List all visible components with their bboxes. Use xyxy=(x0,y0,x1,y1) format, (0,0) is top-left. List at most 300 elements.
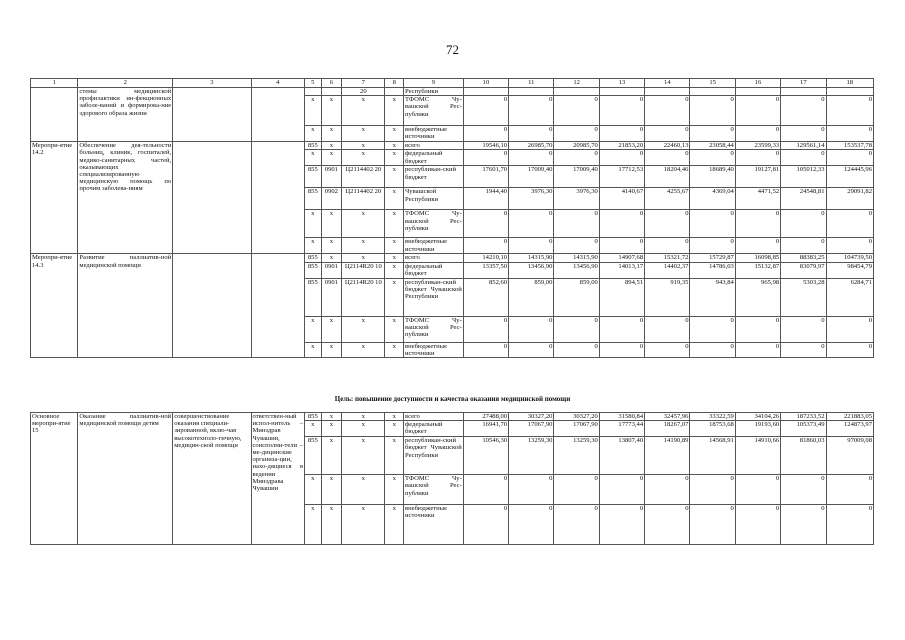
value-cell: 17712,53 xyxy=(599,166,644,188)
cell-c9: республикан-ский бюджет Чувашской Республики xyxy=(404,437,464,475)
cell-c5 xyxy=(305,88,321,96)
value-cell: 187233,52 xyxy=(781,413,826,421)
column-number: 17 xyxy=(781,79,826,88)
cell-c6: 0902 xyxy=(321,188,342,210)
value-cell: 29091,82 xyxy=(826,188,873,210)
value-cell: 23599,33 xyxy=(735,142,780,150)
cell-c5: 855 xyxy=(305,278,321,316)
cell-c8 xyxy=(385,88,404,96)
value-cell: 15729,87 xyxy=(690,254,735,262)
value-cell: 33322,59 xyxy=(690,413,735,421)
value-cell: 34104,26 xyxy=(735,413,780,421)
cell-c5: x xyxy=(305,210,321,238)
value-cell: 5303,28 xyxy=(781,278,826,316)
value-cell: 0 xyxy=(509,505,554,545)
value-cell: 859,00 xyxy=(554,278,599,316)
value-cell: 0 xyxy=(826,505,873,545)
value-cell: 13259,30 xyxy=(554,437,599,475)
value-cell: 0 xyxy=(645,475,690,505)
value-cell: 0 xyxy=(463,96,508,126)
cell-c7: x xyxy=(342,142,385,150)
value-cell: 0 xyxy=(826,475,873,505)
cell-c7: x xyxy=(342,96,385,126)
executor-cell xyxy=(251,254,305,358)
value-cell: 0 xyxy=(826,316,873,342)
cell-c6 xyxy=(321,88,342,96)
cell-c9: внебюджетные источники xyxy=(404,505,464,545)
column-number: 7 xyxy=(342,79,385,88)
table-row xyxy=(31,254,874,262)
table-row xyxy=(31,413,874,421)
value-cell: 0 xyxy=(463,342,508,357)
cell-c9: федеральный бюджет xyxy=(404,150,464,166)
value-cell: 0 xyxy=(735,238,780,254)
value-cell: 0 xyxy=(645,210,690,238)
value-cell: 153537,78 xyxy=(826,142,873,150)
value-cell: 0 xyxy=(690,475,735,505)
value-cell: 852,60 xyxy=(463,278,508,316)
value-cell: 124445,96 xyxy=(826,166,873,188)
value-cell: 18267,07 xyxy=(645,421,690,437)
value-cell: 17067,90 xyxy=(509,421,554,437)
cell-c9: республикан-ский бюджет xyxy=(404,166,464,188)
value-cell: 0 xyxy=(735,96,780,126)
value-cell: 0 xyxy=(826,210,873,238)
value-cell: 31580,84 xyxy=(599,413,644,421)
executor-cell xyxy=(251,142,305,254)
value-cell: 0 xyxy=(781,505,826,545)
value-cell: 88383,25 xyxy=(781,254,826,262)
cell-c6: 0901 xyxy=(321,262,342,278)
cell-c6: x xyxy=(321,475,342,505)
cell-c8: x xyxy=(385,96,404,126)
value-cell: 124873,97 xyxy=(826,421,873,437)
cell-c9: федеральный бюджет xyxy=(404,262,464,278)
value-cell: 0 xyxy=(463,210,508,238)
column-number: 5 xyxy=(305,79,321,88)
value-cell: 0 xyxy=(509,126,554,142)
column-number: 4 xyxy=(251,79,305,88)
table-row xyxy=(31,88,874,96)
cell-c5: 855 xyxy=(305,166,321,188)
value-cell: 6284,71 xyxy=(826,278,873,316)
cell-c7: Ц2114R20 10 xyxy=(342,262,385,278)
cell-c9: ТФОМС Чу-вашской Рес-публики xyxy=(404,96,464,126)
value-cell: 0 xyxy=(645,316,690,342)
cell-c5: 855 xyxy=(305,262,321,278)
value-cell: 16941,70 xyxy=(463,421,508,437)
value-cell: 0 xyxy=(735,210,780,238)
executor-cell xyxy=(251,88,305,142)
cell-c5: x xyxy=(305,238,321,254)
cell-c8: x xyxy=(385,278,404,316)
value-cell xyxy=(735,88,780,96)
value-cell: 0 xyxy=(735,126,780,142)
value-cell: 0 xyxy=(599,96,644,126)
cell-c7: x xyxy=(342,316,385,342)
value-cell: 4140,67 xyxy=(599,188,644,210)
cell-c6: 0901 xyxy=(321,278,342,316)
value-cell: 0 xyxy=(735,316,780,342)
value-cell: 81860,03 xyxy=(781,437,826,475)
value-cell: 17067,90 xyxy=(554,421,599,437)
cell-c5: 855 xyxy=(305,188,321,210)
value-cell: 0 xyxy=(463,126,508,142)
cell-c6: x xyxy=(321,505,342,545)
cell-c6: x xyxy=(321,437,342,475)
cell-c9: Чувашской Республики xyxy=(404,188,464,210)
value-cell: 0 xyxy=(599,150,644,166)
cell-c7: Ц2114402 20 xyxy=(342,188,385,210)
value-cell: 943,84 xyxy=(690,278,735,316)
cell-c9: ТФОМС Чу-вашской Рес-публики xyxy=(404,316,464,342)
value-cell: 221883,05 xyxy=(826,413,873,421)
value-cell: 0 xyxy=(690,342,735,357)
value-cell: 17009,40 xyxy=(509,166,554,188)
cell-c7: x xyxy=(342,210,385,238)
cell-c8: x xyxy=(385,342,404,357)
value-cell: 0 xyxy=(554,238,599,254)
value-cell: 0 xyxy=(781,475,826,505)
value-cell: 0 xyxy=(554,475,599,505)
value-cell: 0 xyxy=(463,238,508,254)
value-cell: 0 xyxy=(781,342,826,357)
cell-c9: ТФОМС Чу-вашской Рес-публики xyxy=(404,210,464,238)
value-cell: 22460,13 xyxy=(645,142,690,150)
value-cell: 0 xyxy=(463,316,508,342)
value-cell: 0 xyxy=(554,316,599,342)
cell-c6: x xyxy=(321,142,342,150)
cell-c6: 0901 xyxy=(321,166,342,188)
value-cell: 0 xyxy=(599,316,644,342)
value-cell: 17601,70 xyxy=(463,166,508,188)
goal-cell: совершенствование оказания специали-зированной, вклю-чая высокотехноло-гичную, медицин-ской помощи xyxy=(173,413,251,545)
value-cell: 23058,44 xyxy=(690,142,735,150)
cell-c7: x xyxy=(342,475,385,505)
cell-c5: 855 xyxy=(305,142,321,150)
value-cell xyxy=(645,88,690,96)
value-cell: 965,98 xyxy=(735,278,780,316)
activity-name-cell: Меропри-ятие 14.2 xyxy=(31,142,78,254)
cell-c9: внебюджетные источники xyxy=(404,126,464,142)
cell-c7: 20 xyxy=(342,88,385,96)
value-cell: 30327,20 xyxy=(554,413,599,421)
value-cell: 19127,81 xyxy=(735,166,780,188)
value-cell: 0 xyxy=(826,96,873,126)
value-cell: 0 xyxy=(599,342,644,357)
cell-c9: внебюджетные источники xyxy=(404,342,464,357)
value-cell: 0 xyxy=(826,126,873,142)
value-cell: 0 xyxy=(509,342,554,357)
value-cell: 0 xyxy=(826,238,873,254)
value-cell: 0 xyxy=(781,238,826,254)
cell-c6: x xyxy=(321,150,342,166)
cell-c8: x xyxy=(385,437,404,475)
value-cell: 0 xyxy=(735,150,780,166)
value-cell: 18204,46 xyxy=(645,166,690,188)
value-cell: 19546,10 xyxy=(463,142,508,150)
cell-c9: федеральный бюджет xyxy=(404,421,464,437)
value-cell: 0 xyxy=(599,210,644,238)
cell-c9: ТФОМС Чу-вашской Рес-публики xyxy=(404,475,464,505)
value-cell xyxy=(509,88,554,96)
cell-c7: x xyxy=(342,126,385,142)
cell-c7: Ц2114402 20 xyxy=(342,166,385,188)
cell-c7: x xyxy=(342,342,385,357)
activity-name-cell xyxy=(31,88,78,142)
value-cell: 97009,08 xyxy=(826,437,873,475)
value-cell: 3976,30 xyxy=(554,188,599,210)
column-number: 3 xyxy=(173,79,251,88)
column-number: 14 xyxy=(645,79,690,88)
value-cell: 0 xyxy=(463,150,508,166)
value-cell: 0 xyxy=(690,150,735,166)
value-cell: 13456,90 xyxy=(554,262,599,278)
value-cell: 0 xyxy=(509,150,554,166)
activity-desc-cell: Обеспечение дея-тельности больниц, клиник, госпиталей, медико-санитарных частей, оказывающих специализированную медицинскую помощь по прочим заболева-ниям xyxy=(78,142,173,254)
cell-c6: x xyxy=(321,342,342,357)
value-cell: 0 xyxy=(826,342,873,357)
value-cell: 919,35 xyxy=(645,278,690,316)
value-cell xyxy=(826,88,873,96)
activity-name-cell: Основное меропри-ятие 15 xyxy=(31,413,78,545)
cell-c7: x xyxy=(342,421,385,437)
value-cell: 0 xyxy=(509,238,554,254)
value-cell: 3976,30 xyxy=(509,188,554,210)
value-cell: 24548,81 xyxy=(781,188,826,210)
value-cell: 0 xyxy=(781,316,826,342)
value-cell: 1944,40 xyxy=(463,188,508,210)
cell-c7: x xyxy=(342,413,385,421)
value-cell xyxy=(599,88,644,96)
value-cell: 0 xyxy=(463,505,508,545)
value-cell: 14190,89 xyxy=(645,437,690,475)
cell-c5: x xyxy=(305,126,321,142)
value-cell xyxy=(463,88,508,96)
value-cell: 0 xyxy=(690,316,735,342)
value-cell: 26985,70 xyxy=(509,142,554,150)
value-cell: 0 xyxy=(509,96,554,126)
cell-c7: x xyxy=(342,254,385,262)
cell-c5: x xyxy=(305,342,321,357)
cell-c6: x xyxy=(321,316,342,342)
activity-desc-cell: Развитие паллиатив-ной медицинской помощи xyxy=(78,254,173,358)
cell-c5: x xyxy=(305,475,321,505)
value-cell: 0 xyxy=(645,342,690,357)
value-cell: 13807,40 xyxy=(599,437,644,475)
value-cell: 21853,20 xyxy=(599,142,644,150)
value-cell: 15321,72 xyxy=(645,254,690,262)
goal-cell xyxy=(173,142,251,254)
value-cell: 0 xyxy=(645,238,690,254)
cell-c8: x xyxy=(385,475,404,505)
executor-cell: ответствен-ный испол-нитель – Минздрав Чувашии, соисполни-тели – ме-дицинские организа-ции, нахо-дящиеся в ведении Минздрава Чувашии xyxy=(251,413,305,545)
value-cell: 20985,70 xyxy=(554,142,599,150)
column-number: 15 xyxy=(690,79,735,88)
column-number: 10 xyxy=(463,79,508,88)
cell-c8: x xyxy=(385,126,404,142)
value-cell: 0 xyxy=(735,342,780,357)
cell-c8: x xyxy=(385,505,404,545)
cell-c8: x xyxy=(385,316,404,342)
value-cell: 0 xyxy=(554,96,599,126)
value-cell: 13456,90 xyxy=(509,262,554,278)
value-cell: 14568,91 xyxy=(690,437,735,475)
value-cell: 0 xyxy=(509,475,554,505)
value-cell: 105373,49 xyxy=(781,421,826,437)
cell-c8: x xyxy=(385,421,404,437)
cell-c6: x xyxy=(321,126,342,142)
cell-c8: x xyxy=(385,166,404,188)
cell-c8: x xyxy=(385,238,404,254)
page-number: 72 xyxy=(446,42,459,57)
cell-c8: x xyxy=(385,210,404,238)
value-cell: 14315,90 xyxy=(509,254,554,262)
value-cell: 0 xyxy=(554,150,599,166)
value-cell: 894,51 xyxy=(599,278,644,316)
column-number: 6 xyxy=(321,79,342,88)
cell-c8: x xyxy=(385,254,404,262)
value-cell: 104739,50 xyxy=(826,254,873,262)
table-row xyxy=(31,142,874,150)
goal-cell xyxy=(173,254,251,358)
cell-c6: x xyxy=(321,254,342,262)
value-cell: 0 xyxy=(690,210,735,238)
value-cell: 0 xyxy=(599,238,644,254)
value-cell: 18689,40 xyxy=(690,166,735,188)
value-cell: 0 xyxy=(554,210,599,238)
value-cell: 16098,85 xyxy=(735,254,780,262)
column-number: 1 xyxy=(31,79,78,88)
value-cell: 129561,14 xyxy=(781,142,826,150)
value-cell: 0 xyxy=(826,150,873,166)
value-cell: 14786,03 xyxy=(690,262,735,278)
header-row xyxy=(31,79,874,88)
value-cell: 0 xyxy=(463,475,508,505)
value-cell: 17009,40 xyxy=(554,166,599,188)
column-number: 12 xyxy=(554,79,599,88)
cell-c6: x xyxy=(321,96,342,126)
goal-cell xyxy=(173,88,251,142)
value-cell: 27488,00 xyxy=(463,413,508,421)
value-cell: 0 xyxy=(735,475,780,505)
value-cell: 19193,60 xyxy=(735,421,780,437)
cell-c6: x xyxy=(321,238,342,254)
value-cell: 0 xyxy=(735,505,780,545)
cell-c9: всего xyxy=(404,254,464,262)
value-cell: 0 xyxy=(781,150,826,166)
value-cell: 0 xyxy=(690,238,735,254)
value-cell: 4471,52 xyxy=(735,188,780,210)
cell-c5: x xyxy=(305,421,321,437)
value-cell: 0 xyxy=(599,505,644,545)
value-cell: 0 xyxy=(781,210,826,238)
value-cell: 0 xyxy=(645,126,690,142)
value-cell: 0 xyxy=(690,96,735,126)
column-number: 18 xyxy=(826,79,873,88)
value-cell: 14907,68 xyxy=(599,254,644,262)
value-cell xyxy=(781,88,826,96)
column-number: 9 xyxy=(404,79,464,88)
cell-c5: 855 xyxy=(305,413,321,421)
cell-c7: x xyxy=(342,238,385,254)
cell-c8: x xyxy=(385,142,404,150)
value-cell: 0 xyxy=(509,210,554,238)
cell-c6: x xyxy=(321,421,342,437)
cell-c6: x xyxy=(321,413,342,421)
activity-name-cell: Меропри-ятие 14.3 xyxy=(31,254,78,358)
cell-c7: x xyxy=(342,150,385,166)
cell-c9: всего xyxy=(404,142,464,150)
value-cell: 15132,87 xyxy=(735,262,780,278)
value-cell: 0 xyxy=(554,505,599,545)
value-cell: 4255,67 xyxy=(645,188,690,210)
cell-c5: 855 xyxy=(305,254,321,262)
goal-heading: Цель: повышение доступности и качества оказания медицинской помощи xyxy=(334,395,571,403)
value-cell: 18753,68 xyxy=(690,421,735,437)
value-cell: 105012,33 xyxy=(781,166,826,188)
value-cell: 0 xyxy=(781,96,826,126)
value-cell: 859,00 xyxy=(509,278,554,316)
value-cell: 0 xyxy=(554,342,599,357)
value-cell: 0 xyxy=(645,96,690,126)
value-cell: 0 xyxy=(690,505,735,545)
value-cell: 0 xyxy=(509,316,554,342)
cell-c6: x xyxy=(321,210,342,238)
cell-c7: x xyxy=(342,437,385,475)
value-cell: 0 xyxy=(645,505,690,545)
column-number: 2 xyxy=(78,79,173,88)
value-cell: 14210,10 xyxy=(463,254,508,262)
value-cell: 0 xyxy=(690,126,735,142)
activity-desc-cell: Оказание паллиатив-ной медицинской помощи детям xyxy=(78,413,173,545)
value-cell: 4369,04 xyxy=(690,188,735,210)
value-cell xyxy=(554,88,599,96)
cell-c8: x xyxy=(385,262,404,278)
cell-c9: всего xyxy=(404,413,464,421)
cell-c8: x xyxy=(385,188,404,210)
cell-c5: x xyxy=(305,96,321,126)
cell-c7: Ц2114R20 10 xyxy=(342,278,385,316)
cell-c8: x xyxy=(385,150,404,166)
value-cell xyxy=(690,88,735,96)
column-number: 16 xyxy=(735,79,780,88)
activity-desc-cell: стемы медицинской профилактики ин-фекционных заболе-ваний и формирова-ние здорового образа жизни xyxy=(78,88,173,142)
value-cell: 14402,37 xyxy=(645,262,690,278)
value-cell: 17773,44 xyxy=(599,421,644,437)
value-cell: 14315,90 xyxy=(554,254,599,262)
value-cell: 0 xyxy=(599,126,644,142)
value-cell: 13259,30 xyxy=(509,437,554,475)
column-number: 8 xyxy=(385,79,404,88)
value-cell: 32457,96 xyxy=(645,413,690,421)
value-cell: 10546,30 xyxy=(463,437,508,475)
cell-c9: внебюджетные источники xyxy=(404,238,464,254)
cell-c5: 855 xyxy=(305,437,321,475)
cell-c9: Республики xyxy=(404,88,464,96)
cell-c5: x xyxy=(305,150,321,166)
value-cell: 14910,66 xyxy=(735,437,780,475)
value-cell: 13357,50 xyxy=(463,262,508,278)
cell-c9: республикан-ский бюджет Чувашской Республики xyxy=(404,278,464,316)
cell-c7: x xyxy=(342,505,385,545)
column-number: 13 xyxy=(599,79,644,88)
value-cell: 14013,17 xyxy=(599,262,644,278)
value-cell: 0 xyxy=(645,150,690,166)
value-cell: 0 xyxy=(781,126,826,142)
value-cell: 83079,97 xyxy=(781,262,826,278)
cell-c8: x xyxy=(385,413,404,421)
